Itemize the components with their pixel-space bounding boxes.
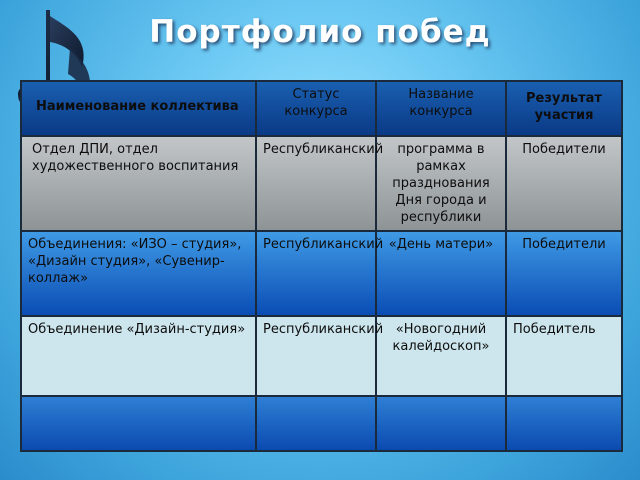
cell-collective (21, 396, 256, 451)
cell-status: Республиканский (256, 316, 376, 396)
cell-collective: Отдел ДПИ, отдел художественного воспитания (21, 136, 256, 231)
cell-status (256, 396, 376, 451)
header-status-label: Статус конкурса (284, 87, 348, 119)
cell-result: Победители (506, 231, 622, 316)
table-row (21, 316, 622, 396)
page-title: Портфолио побед (149, 14, 491, 50)
cell-collective: Объединение «Дизайн-студия» (21, 316, 256, 396)
cell-contest (376, 396, 506, 451)
header-result-label: Результат участия (526, 91, 602, 123)
cell-contest: «День матери» (376, 231, 506, 316)
cell-contest: программа в рамках празднования Дня города и республики (376, 136, 506, 231)
table-row (21, 136, 622, 231)
header-collective: Наименование коллектива (21, 81, 256, 136)
portfolio-table (20, 80, 623, 452)
cell-result (506, 396, 622, 451)
table-header-row (21, 81, 622, 136)
header-contest-label: Название конкурса (408, 87, 474, 119)
cell-status: Республиканский (256, 136, 376, 231)
table-row (21, 231, 622, 316)
cell-result: Победитель (506, 316, 622, 396)
header-status (256, 81, 376, 136)
cell-collective: Объединения: «ИЗО – студия», «Дизайн студия», «Сувенир-коллаж» (21, 231, 256, 316)
table-row-empty (21, 396, 622, 451)
header-contest (376, 81, 506, 136)
header-result (506, 81, 622, 136)
cell-status: Республиканский (256, 231, 376, 316)
cell-result: Победители (506, 136, 622, 231)
cell-contest: «Новогодний калейдоскоп» (376, 316, 506, 396)
